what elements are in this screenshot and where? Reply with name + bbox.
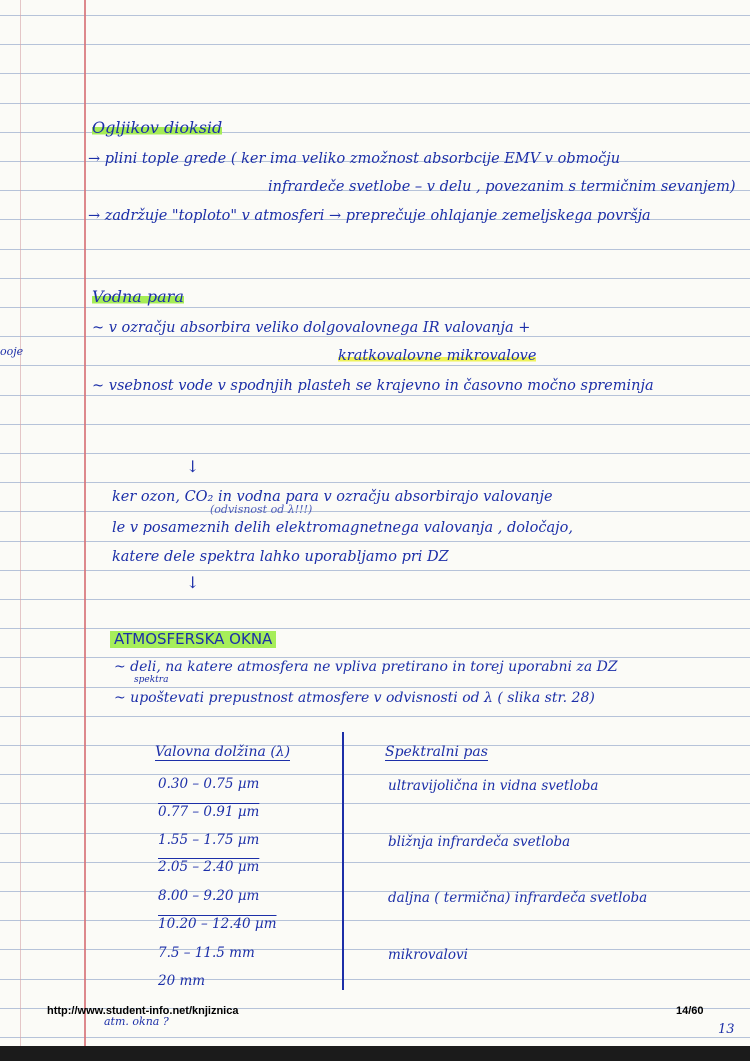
ruled-line bbox=[0, 249, 750, 250]
margin-note: ooje bbox=[0, 345, 24, 358]
aw-line-1-note: spektra bbox=[134, 675, 169, 685]
table-band-cell: bližnja infrardeča svetloba bbox=[388, 834, 571, 850]
table-wavelength-cell: 10.20 – 12.40 µm bbox=[158, 916, 277, 932]
down-arrow-bottom: ↓ bbox=[186, 573, 200, 592]
co2-line-2: infrardeče svetlobe – v delu , povezanim s termičnim sevanjem) bbox=[268, 179, 736, 195]
ruled-line bbox=[0, 920, 750, 921]
ruled-line bbox=[0, 511, 750, 512]
col-header-wavelength: Valovna dolžina (λ) bbox=[155, 744, 291, 760]
table-wavelength-cell: 7.5 – 11.5 mm bbox=[158, 945, 255, 961]
co2-line-1: → plini tople grede ( ker ima veliko zmožnost absorbcije EMV v območju bbox=[88, 151, 621, 167]
table-wavelength-cell: 20 mm bbox=[158, 973, 206, 989]
windows-line-3: katere dele spektra lahko uporabljamo pri DZ bbox=[112, 549, 449, 565]
margin-line bbox=[84, 0, 86, 1061]
section-heading-co2: Ogljikov dioksid bbox=[92, 118, 223, 137]
footer-page: 14/60 bbox=[676, 1005, 704, 1017]
section-heading-water-vapour: Vodna para bbox=[92, 287, 184, 306]
ruled-line bbox=[0, 949, 750, 950]
left-hole-line bbox=[20, 0, 21, 1061]
ruled-line bbox=[0, 745, 750, 746]
table-wavelength-cell: 1.55 – 1.75 µm bbox=[158, 832, 260, 848]
ruled-line bbox=[0, 453, 750, 454]
wavelength-note: (odvisnost od λ!!!) bbox=[210, 503, 313, 516]
ruled-line bbox=[0, 336, 750, 337]
ruled-line bbox=[0, 365, 750, 366]
ruled-line bbox=[0, 44, 750, 45]
ruled-line bbox=[0, 541, 750, 542]
ruled-line bbox=[0, 657, 750, 658]
ruled-line bbox=[0, 979, 750, 980]
ruled-line bbox=[0, 599, 750, 600]
ruled-line bbox=[0, 307, 750, 308]
table-wavelength-cell: 0.77 – 0.91 µm bbox=[158, 804, 260, 820]
col-header-band: Spektralni pas bbox=[385, 744, 488, 760]
ruled-line bbox=[0, 482, 750, 483]
aw-line-1: ~ deli, na katere atmosfera ne vpliva pretirano in torej uporabni za DZ bbox=[114, 659, 618, 675]
ruled-line bbox=[0, 15, 750, 16]
table-wavelength-cell: 2.05 – 2.40 µm bbox=[158, 859, 260, 875]
vapour-line-1: ~ v ozračju absorbira veliko dolgovalovnega IR valovanja + bbox=[92, 320, 531, 336]
windows-line-1: ker ozon, CO₂ in vodna para v ozračju absorbirajo valovanje bbox=[112, 489, 553, 505]
down-arrow-top: ↓ bbox=[186, 457, 200, 476]
ruled-line bbox=[0, 424, 750, 425]
ruled-line bbox=[0, 395, 750, 396]
vapour-line-2: kratkovalovne mikrovalove bbox=[338, 348, 537, 364]
scan-edge bbox=[0, 1046, 750, 1061]
table-wavelength-cell: 0.30 – 0.75 µm bbox=[158, 776, 260, 792]
footer-handwritten-note: atm. okna ? bbox=[104, 1015, 169, 1028]
ruled-line bbox=[0, 687, 750, 688]
table-band-cell: ultravijolična in vidna svetloba bbox=[388, 778, 599, 794]
corner-page-number: 13 bbox=[718, 1022, 735, 1037]
ruled-line bbox=[0, 1037, 750, 1038]
table-divider bbox=[342, 732, 344, 990]
aw-line-2: ~ upoštevati prepustnost atmosfere v odvisnosti od λ ( slika str. 28) bbox=[114, 690, 595, 706]
ruled-line bbox=[0, 803, 750, 804]
section-heading-atmospheric-windows: ATMOSFERSKA OKNA bbox=[110, 631, 276, 648]
table-wavelength-cell: 8.00 – 9.20 µm bbox=[158, 888, 260, 904]
table-band-cell: mikrovalovi bbox=[388, 947, 468, 963]
footer-url[interactable]: http://www.student-info.net/knjiznica bbox=[47, 1005, 239, 1017]
table-band-cell: daljna ( termična) infrardeča svetloba bbox=[388, 890, 648, 906]
vapour-line-3: ~ vsebnost vode v spodnjih plasteh se krajevno in časovno močno spreminja bbox=[92, 378, 654, 394]
windows-line-2: le v posameznih delih elektromagnetnega valovanja , določajo, bbox=[112, 520, 573, 536]
ruled-line bbox=[0, 774, 750, 775]
ruled-line bbox=[0, 628, 750, 629]
ruled-line bbox=[0, 73, 750, 74]
ruled-line bbox=[0, 862, 750, 863]
ruled-line bbox=[0, 278, 750, 279]
ruled-line bbox=[0, 716, 750, 717]
co2-line-3: → zadržuje "toploto" v atmosferi → preprečuje ohlajanje zemeljskega površja bbox=[88, 208, 651, 224]
ruled-line bbox=[0, 570, 750, 571]
ruled-line bbox=[0, 103, 750, 104]
ruled-line bbox=[0, 833, 750, 834]
